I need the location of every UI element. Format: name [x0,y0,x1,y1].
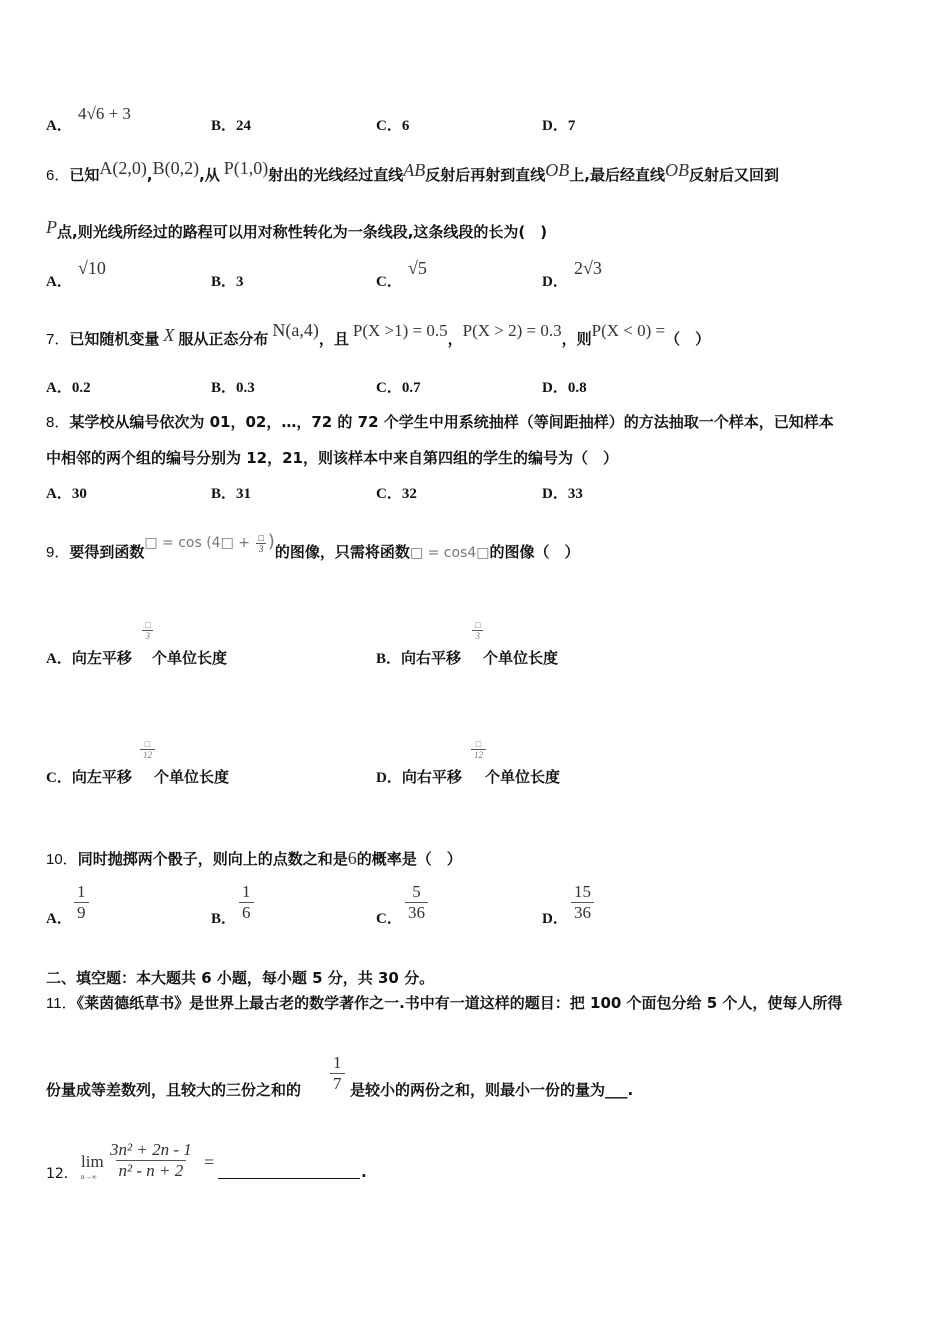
stem-text: ,从 [199,166,220,184]
math-func-1 [144,531,275,554]
option-value: 0.2 [71,380,91,396]
denominator: 12 [471,749,486,760]
q7-stem [46,320,711,349]
q11-stem-line2-part1: 份量成等差数列，且较大的三份之和的 [46,1081,302,1099]
option-letter: B． [211,118,237,134]
question-number: 9． [46,544,70,561]
option-letter: C． [376,118,402,134]
stem-text: , [146,166,153,184]
option-letter: D． [542,118,568,134]
denominator: 36 [571,902,594,923]
stem-text: 服从正态分布 [178,330,269,348]
q7-option-b [211,376,255,397]
q8-stem-line2: 中相邻的两个组的编号分别为 12，21，则该样本中来自第四组的学生的编号为（ ） [46,449,618,467]
question-number: 11． [46,995,77,1012]
section-title: 二、填空题：本大题共 6 小题，每小题 5 分，共 30 分。 [46,969,435,987]
denominator: 9 [74,902,89,923]
question-number: 10． [46,851,78,868]
option-value: 33 [567,486,583,502]
q10-option-d-fraction [571,882,594,923]
q10-option-b [211,907,236,928]
math-line-ob: OB [545,160,570,180]
q8-stem-line1 [46,411,834,432]
math-point-p: P [46,217,57,237]
q9-option-b-fraction [472,620,483,641]
fraction [255,533,266,554]
q9-stem [46,531,580,564]
q10-option-b-fraction [239,882,254,923]
q6-stem-line1 [46,158,780,185]
q12-lim-sub: n→∞ [81,1173,97,1181]
math-prob-2: P(X > 2) = 0.3 [462,321,562,340]
math-point-p: P(1,0) [223,158,269,178]
q6-option-b [211,270,244,291]
stem-text: 的图像（ ） [489,543,580,561]
q10-option-c-fraction [405,882,428,923]
option-value: 7 [567,118,576,134]
q8-option-b [211,482,251,503]
q6-stem-line2 [46,217,548,242]
numerator: 1 [333,1053,342,1072]
q5-option-a-value: 4√6 + 3 [78,104,131,123]
option-value: 0.8 [567,380,587,396]
stem-text: ，且 [318,330,349,348]
q9-option-a-fraction [142,620,153,641]
q9-option-d-fraction [471,739,486,760]
option-value: 30 [71,486,87,502]
stem-text: ， [447,330,463,348]
q12-answer-blank[interactable] [218,1178,360,1179]
question-number: 6． [46,167,70,184]
math-line-ob: OB [665,160,689,180]
stem-text: 某学校从编号依次为 01，02，…，72 的 72 个学生中用系统抽样（等间距抽样）的方法抽取一个样本，已知样本 [69,413,834,431]
option-value: 0.3 [236,380,255,396]
math-point-a: A(2,0) [99,158,147,178]
q12-equals: = [204,1152,215,1172]
option-letter: A． [46,486,72,502]
q9-option-b-text2: 个单位长度 [483,649,559,667]
option-letter: D． [542,380,568,396]
q9-option-d-text2: 个单位长度 [485,768,561,786]
math-prob-1: P(X >1) = 0.5 [352,321,448,340]
numerator: 15 [574,882,591,901]
q9-option-a [46,647,132,668]
q10-option-a-fraction [74,882,89,923]
option-value: 24 [236,118,252,134]
q6-option-d-value: 2√3 [574,258,602,278]
option-letter: D． [542,274,568,290]
option-value: 6 [401,118,410,134]
q5-option-d [542,114,575,135]
q11-fraction [330,1053,345,1094]
q10-option-a [46,907,72,928]
option-value: 31 [236,486,252,502]
q7-option-c [376,376,421,397]
stem-text: 要得到函数 [69,543,145,561]
q9-option-c [46,766,132,787]
option-letter: B． [211,380,237,396]
q8-option-c [376,482,417,503]
q12-fraction [107,1140,195,1181]
q12-number: 12． [46,1166,78,1182]
q7-option-d [542,376,587,397]
q10-option-d [542,907,568,928]
math-prob-3: P(X < 0) = [591,321,666,340]
option-letter: C． [46,770,72,786]
stem-text: 已知 [69,166,100,184]
q9-option-a-text2: 个单位长度 [152,649,228,667]
math-point-b: B(0,2) [152,158,200,178]
denominator: 3 [256,543,267,554]
option-letter: C． [376,380,402,396]
numerator: □ [144,739,151,749]
stem-text: 同时抛掷两个骰子，则向上的点数之和是 [77,850,348,868]
stem-text: 上,最后经直线 [569,166,665,184]
option-letter: B． [211,274,237,290]
q6-option-c [376,270,402,291]
q6-option-c-value: √5 [408,258,427,278]
option-value: 32 [401,486,417,502]
q8-option-a [46,482,87,503]
math-variable-x: X [163,325,175,345]
question-number: 8． [46,414,70,431]
stem-text: （ ） [665,330,711,348]
q10-option-c [376,907,402,928]
option-letter: B． [211,911,237,927]
stem-text: 反射后又回到 [689,166,780,184]
q11-stem-line2-part2: 是较小的两份之和，则最小一份的量为___. [350,1081,634,1099]
option-letter: D． [542,911,568,927]
q5-option-c [376,114,409,135]
numerator: 5 [412,882,421,901]
option-letter: A． [46,380,72,396]
numerator: □ [258,532,264,543]
option-letter: A． [46,118,72,134]
q7-option-a [46,376,91,397]
q12-lim: lim [81,1152,104,1171]
q9-option-b [376,647,461,668]
option-text: 向右平移 [401,649,462,667]
denominator: 12 [140,749,155,760]
option-value: 0.7 [401,380,421,396]
stem-text: ，则 [561,330,592,348]
q11-stem-line1 [46,992,842,1013]
q9-option-c-text2: 个单位长度 [154,768,230,786]
denominator: 3 [472,630,483,641]
option-letter: C． [376,486,402,502]
numerator: 3n² + 2n - 1 [110,1140,192,1159]
math-normal-dist: N(a,4) [272,320,319,340]
numerator: □ [475,739,482,749]
option-letter: C． [376,274,402,290]
q10-stem [46,848,462,869]
q5-option-b [211,114,251,135]
numerator: 1 [77,882,86,901]
stem-text: 《莱茵德纸草书》是世界上最古老的数学著作之一.书中有一道这样的题目：把 100 个面包分给 5 个人，使每人所得 [76,994,843,1012]
option-letter: A． [46,911,72,927]
q6-option-d [542,270,568,291]
option-letter: D． [542,486,568,502]
numerator: □ [145,620,151,630]
numerator: 1 [242,882,251,901]
denominator: 3 [142,630,153,641]
math-number: 6 [347,848,357,868]
option-value: 3 [236,274,244,290]
option-text: 向左平移 [71,768,132,786]
stem-text: 反射后再射到直线 [425,166,546,184]
stem-text: 的图像，只需将函数 [274,543,410,561]
option-letter: B． [211,486,237,502]
denominator: n² - n + 2 [116,1160,187,1181]
q5-option-a [46,114,72,135]
q6-option-a-value: √10 [78,258,106,278]
stem-text: 点,则光线所经过的路程可以用对称性转化为一条线段,这条线段的长为( ) [57,223,548,241]
denominator: 6 [239,902,254,923]
math-line-ab: AB [403,160,426,180]
stem-text: 已知随机变量 [69,330,160,348]
denominator: 36 [405,902,428,923]
stem-text: 射出的光线经过直线 [268,166,404,184]
q12-period: . [361,1163,367,1181]
math-func-2: □ = cos4□ [409,545,490,561]
numerator: □ [475,620,481,630]
option-text: 向右平移 [401,768,462,786]
question-number: 7． [46,331,70,348]
stem-text: 的概率是（ ） [356,850,462,868]
q9-option-d [376,766,462,787]
option-text: 向左平移 [71,649,132,667]
q6-option-a [46,270,72,291]
q8-option-d [542,482,583,503]
option-letter: A． [46,651,72,667]
option-letter: B． [376,651,402,667]
denominator: 7 [330,1073,345,1094]
option-letter: A． [46,274,72,290]
q9-option-c-fraction [140,739,155,760]
math-text: □ = cos (4□ + [144,535,255,551]
math-text: ) [267,531,275,552]
option-letter: C． [376,911,402,927]
option-letter: D． [376,770,402,786]
